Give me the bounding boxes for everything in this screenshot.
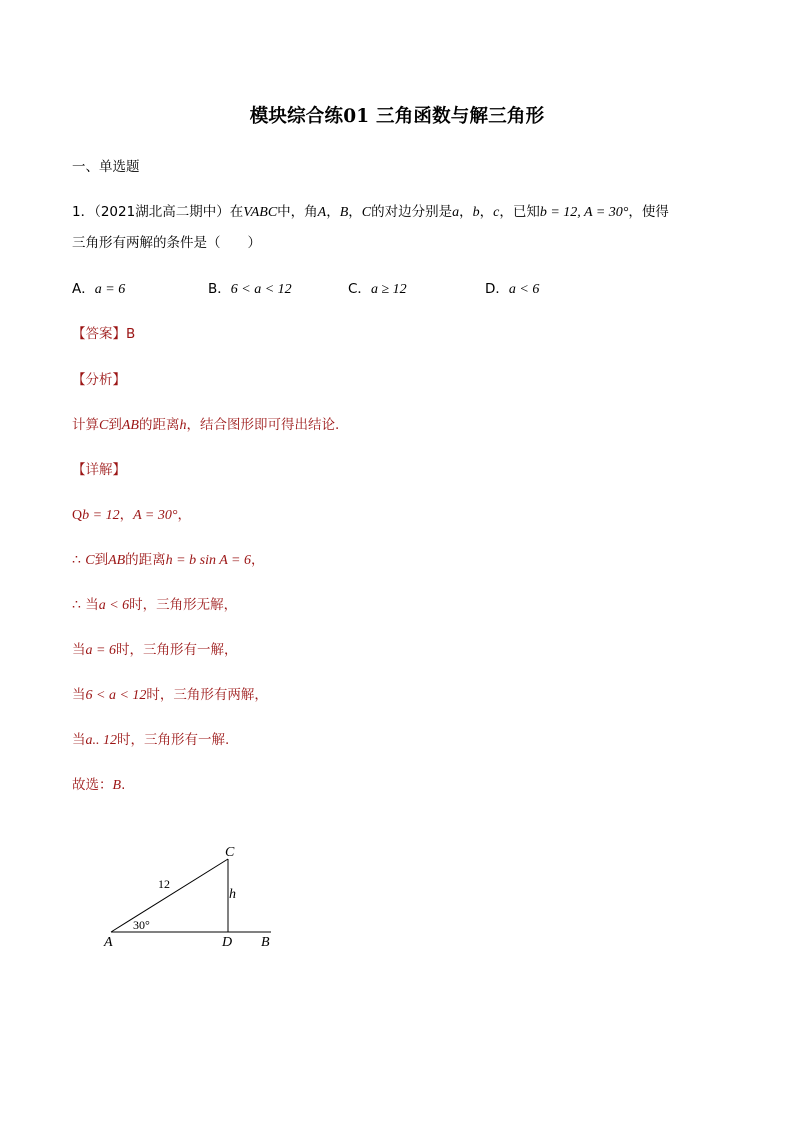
math-expr: A = 30°	[133, 508, 178, 523]
var-C: C	[85, 553, 95, 568]
option-value: 6 < a < 12	[230, 282, 292, 297]
separator: ，	[326, 204, 340, 220]
analysis-fragment: 的距离	[138, 417, 180, 433]
math-expr: h = b sin A = 6	[165, 553, 251, 568]
question-text: 中，角	[277, 204, 318, 220]
detail-tag: 【详解】	[72, 462, 126, 478]
question-text: ，使得	[628, 204, 669, 220]
analysis-fragment: ，结合图形即可得出结论.	[186, 417, 340, 433]
label-A: A	[104, 935, 113, 950]
detail-fragment: 到	[94, 552, 109, 568]
option-label: B．	[208, 281, 231, 297]
option-label: A．	[72, 281, 95, 297]
var-a: a	[452, 205, 460, 220]
analysis-fragment: 计算	[72, 417, 99, 433]
detail-fragment: 当	[72, 732, 86, 748]
analysis-tag: 【分析】	[72, 372, 126, 388]
detail-fragment: 时，三角形有一解.	[117, 732, 230, 748]
var-C: C	[361, 205, 372, 220]
triangle-name: VABC	[243, 205, 278, 220]
because-symbol: Q	[72, 508, 83, 523]
question-prefix: 1．（2021湖北高二期中）在	[72, 204, 244, 220]
math-expr: b = 12	[82, 508, 120, 523]
label-angle: 30°	[133, 918, 150, 932]
var-c: c	[493, 205, 500, 220]
label-side-12: 12	[158, 877, 170, 891]
detail-fragment: 故选：	[72, 777, 113, 793]
detail-fragment: 时，三角形有一解，	[115, 642, 238, 658]
side-AC	[111, 859, 228, 932]
page-title: 模块综合练01 三角函数与解三角形	[249, 106, 545, 127]
math-expr: 6 < a < 12	[85, 688, 147, 703]
detail-fragment: 时，三角形有两解，	[146, 687, 268, 703]
separator: ，	[119, 507, 134, 523]
math-expr: a < 6	[98, 598, 130, 613]
label-B: B	[261, 935, 270, 950]
separator: ，	[348, 204, 362, 220]
label-h: h	[229, 887, 236, 902]
detail-fragment: 当	[85, 597, 99, 613]
detail-fragment: 时，三角形无解，	[129, 597, 238, 613]
therefore-symbol: ∴	[72, 598, 81, 613]
math-expr: a = 6	[85, 643, 116, 658]
detail-fragment: 的距离	[125, 552, 166, 568]
option-value: a ≥ 12	[370, 282, 407, 297]
option-label: D．	[485, 281, 509, 297]
separator: ，	[479, 204, 494, 220]
var-AB: AB	[108, 553, 126, 568]
var-A: A	[317, 205, 327, 220]
answer-value: B	[126, 326, 136, 342]
option-value: a < 6	[508, 282, 540, 297]
detail-fragment: 当	[72, 687, 86, 703]
separator: .	[121, 777, 126, 793]
var-b: b	[472, 205, 480, 220]
var-h: h	[179, 418, 187, 433]
question-line-2: 三角形有两解的条件是（ ）	[72, 235, 261, 251]
therefore-symbol: ∴	[72, 553, 81, 568]
section-heading: 一、单选题	[72, 159, 140, 175]
var-C: C	[99, 418, 109, 433]
analysis-fragment: 到	[108, 417, 122, 433]
option-label: C．	[348, 281, 371, 297]
label-C: C	[225, 845, 235, 860]
var-B: B	[339, 205, 349, 220]
given-condition: b = 12, A = 30°	[539, 205, 629, 220]
answer-tag: 【答案】	[72, 326, 126, 342]
separator: ，	[459, 204, 473, 220]
question-text: ，已知	[499, 204, 540, 220]
separator: ，	[177, 507, 191, 523]
math-expr: a.. 12	[85, 733, 117, 748]
question-text: 的对边分别是	[371, 204, 453, 220]
label-D: D	[222, 935, 233, 950]
separator: ，	[250, 552, 265, 568]
var-B: B	[112, 778, 122, 793]
var-AB: AB	[121, 418, 139, 433]
detail-fragment: 当	[72, 642, 86, 658]
option-value: a = 6	[94, 282, 126, 297]
